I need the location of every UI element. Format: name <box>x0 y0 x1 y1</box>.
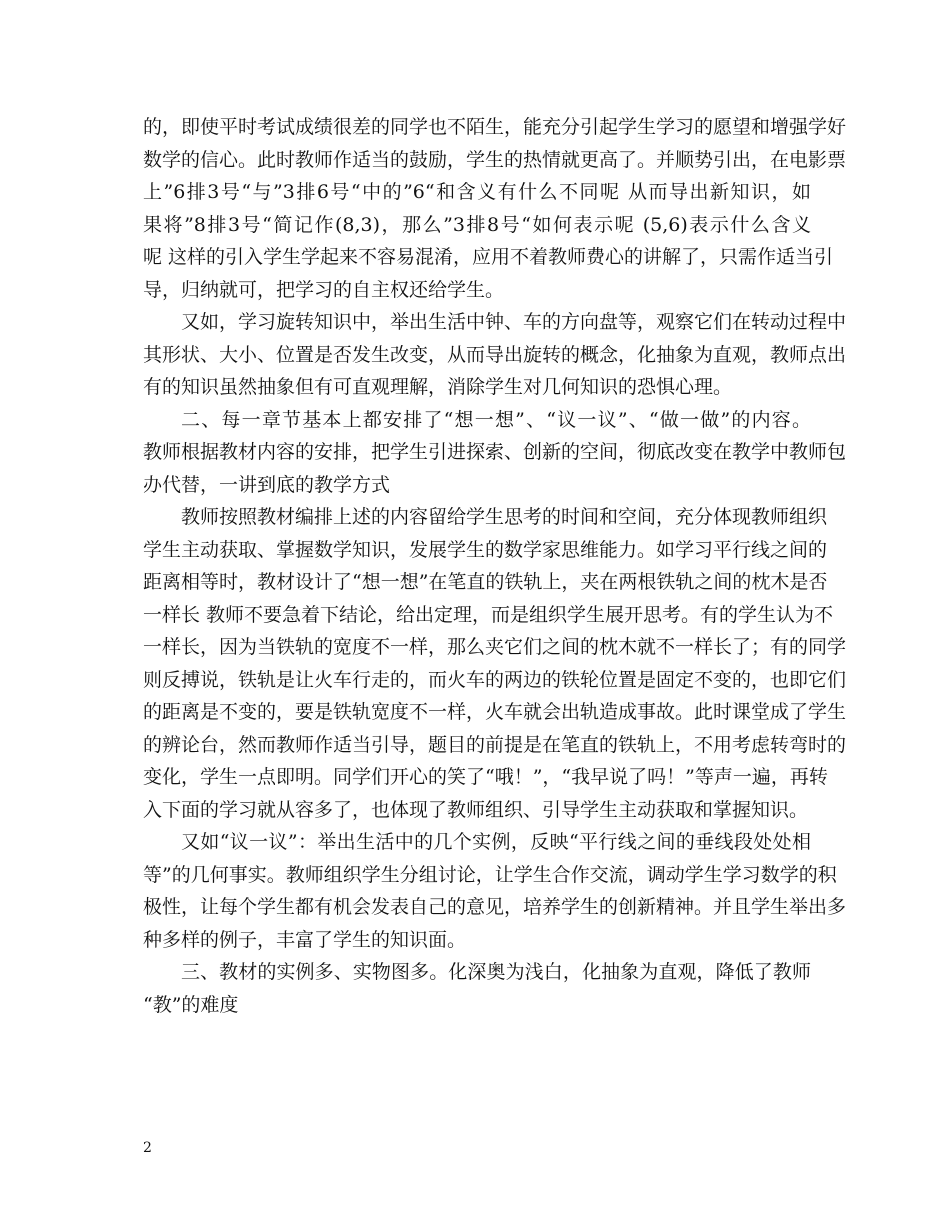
text-line: 有的知识虽然抽象但有可直观理解，消除学生对几何知识的恐惧心理。 <box>143 376 733 398</box>
text-line: 又如“议一议”：举出生活中的几个实例，反映“平行线之间的垂线段处处相 <box>181 831 811 853</box>
text-line: 一样长 教师不要急着下结论，给出定理，而是组织学生展开思考。有的学生认为不 <box>143 603 834 626</box>
paragraph-1 <box>143 111 847 306</box>
text-line: 三、教材的实例多、实物图多。化深奥为浅白，化抽象为直观，降低了教师 <box>181 961 811 983</box>
text-line: 学生主动获取、掌握数学知识，发展学生的数学家思维能力。如学习平行线之间的 <box>143 538 828 561</box>
text-line: 距离相等时，教材设计了“想一想”在笔直的铁轨上，夹在两根铁轨之间的枕木是否 <box>143 571 828 593</box>
paragraph-3 <box>143 404 847 502</box>
text-line: 种多样的例子，丰富了学生的知识面。 <box>143 928 467 951</box>
text-line: 则反搏说，铁轨是让火车行走的，而火车的两边的铁轮位置是固定不变的，也即它们 <box>143 668 847 691</box>
text-line: “教”的难度 <box>143 993 239 1016</box>
text-line: 二、每一章节基本上都安排了“想一想”、“议一议”、“做一做”的内容。 <box>181 408 811 431</box>
text-line: 一样长，因为当铁轨的宽度不一样，那么夹它们之间的枕木就不一样长了；有的同学 <box>143 636 847 658</box>
paragraph-4 <box>143 501 847 826</box>
text-line: 入下面的学习就从容多了，也体现了教师组织、引导学生主动获取和掌握知识。 <box>143 798 809 821</box>
text-line: 极性，让每个学生都有机会发表自己的意见，培养学生的创新精神。并且学生举出多 <box>143 896 847 918</box>
text-line: 的距离是不变的，要是铁轨宽度不一样，火车就会出轨造成事故。此时课堂成了学生 <box>143 701 847 723</box>
text-line: 的辨论台，然而教师作适当引导，题目的前提是在笔直的铁轨上，不用考虑转弯时的 <box>143 733 847 756</box>
text-line: 教师按照教材编排上述的内容留给学生思考的时间和空间，充分体现教师组织 <box>181 506 828 528</box>
page-number: 2 <box>143 1140 152 1156</box>
paragraph-5 <box>143 826 847 956</box>
text-line: 导，归纳就可，把学习的自主权还给学生。 <box>143 278 505 301</box>
text-line: 果将”8排3号“简记作(8,3)，那么”3排8号“如何表示呢 (5,6)表示什么含义 <box>143 213 811 236</box>
text-line: 呢 这样的引入学生学起来不容易混淆，应用不着教师费心的讲解了，只需作适当引 <box>143 246 834 268</box>
text-line: 等”的几何事实。教师组织学生分组讨论，让学生合作交流，调动学生学习数学的积 <box>143 863 837 886</box>
text-line: 的，即使平时考试成绩很差的同学也不陌生，能充分引起学生学习的愿望和增强学好 <box>143 116 847 138</box>
text-line: 上”6排3号“与”3排6号“中的”6“和含义有什么不同呢 从而导出新知识，如 <box>143 181 811 203</box>
text-line: 其形状、大小、位置是否发生改变，从而导出旋转的概念，化抽象为直观，教师点出 <box>143 343 847 366</box>
text-line: 数学的信心。此时教师作适当的鼓励，学生的热情就更高了。并顺势引出，在电影票 <box>143 148 847 171</box>
paragraph-6 <box>143 956 811 1021</box>
paragraph-2 <box>143 306 847 404</box>
body-text <box>143 111 847 1021</box>
text-line: 变化，学生一点即明。同学们开心的笑了“哦！”，“我早说了吗！”等声一遍，再转 <box>143 766 828 788</box>
text-line: 教师根据教材内容的安排，把学生引进探索、创新的空间，彻底改变在教学中教师包 <box>143 441 847 463</box>
text-line: 办代替，一讲到底的教学方式 <box>143 473 391 496</box>
text-line: 又如，学习旋转知识中，举出生活中钟、车的方向盘等，观察它们在转动过程中 <box>181 311 847 333</box>
